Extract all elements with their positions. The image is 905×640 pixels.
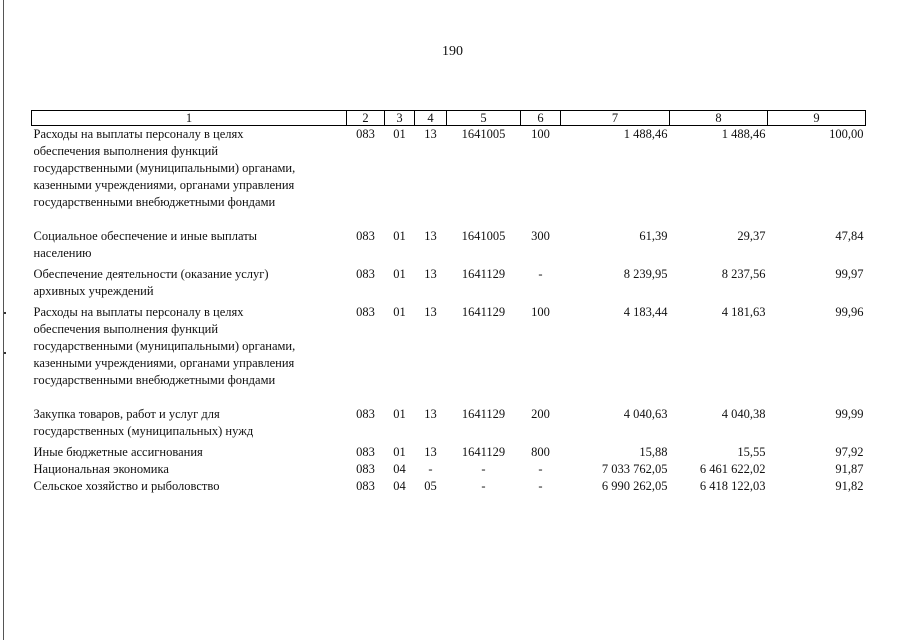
cell-planned: 4 040,63 bbox=[623, 407, 668, 421]
cell-percent: 91,82 bbox=[835, 479, 864, 493]
col-header-6: 6 bbox=[521, 111, 561, 126]
row-description bbox=[32, 478, 347, 495]
table-row bbox=[32, 266, 866, 304]
cell-planned: 8 239,95 bbox=[623, 267, 668, 281]
cell-planned: 7 033 762,05 bbox=[601, 462, 668, 476]
cell-target-item: 1641005 bbox=[461, 229, 506, 243]
cell-target-item: 1641005 bbox=[461, 127, 506, 141]
cell-ministry: 083 bbox=[356, 127, 375, 141]
cell-expense-type: - bbox=[538, 462, 543, 476]
desc-line: государственными внебюджетными фондами bbox=[33, 195, 276, 209]
col-header-5: 5 bbox=[447, 111, 521, 126]
desc-line: Расходы на выплаты персоналу в целях bbox=[33, 127, 244, 141]
cell-percent: 47,84 bbox=[835, 229, 864, 243]
desc-line: государственными внебюджетными фондами bbox=[33, 373, 276, 387]
table-row bbox=[32, 304, 866, 406]
cell-executed: 6 418 122,03 bbox=[699, 479, 766, 493]
budget-table bbox=[31, 110, 866, 495]
col-header-9: 9 bbox=[768, 111, 866, 126]
cell-target-item: - bbox=[481, 479, 486, 493]
cell-percent: 91,87 bbox=[835, 462, 864, 476]
cell-target-item: 1641129 bbox=[461, 407, 506, 421]
cell-subsection: 05 bbox=[424, 479, 437, 493]
cell-planned: 15,88 bbox=[639, 445, 668, 459]
col-header-4: 4 bbox=[415, 111, 447, 126]
table-row bbox=[32, 461, 866, 478]
cell-section: 01 bbox=[393, 127, 406, 141]
cell-ministry: 083 bbox=[356, 479, 375, 493]
table-row bbox=[32, 444, 866, 461]
cell-ministry: 083 bbox=[356, 462, 375, 476]
desc-line: обеспечения выполнения функций bbox=[33, 144, 219, 158]
desc-line: архивных учреждений bbox=[33, 284, 154, 298]
desc-line: казенными учреждениями, органами управления bbox=[33, 178, 295, 192]
cell-planned: 4 183,44 bbox=[623, 305, 668, 319]
cell-section: 01 bbox=[393, 267, 406, 281]
desc-line: Сельское хозяйство и рыболовство bbox=[33, 479, 220, 493]
margin-dot bbox=[4, 352, 6, 354]
desc-line: Закупка товаров, работ и услуг для bbox=[33, 407, 220, 421]
table-row bbox=[32, 228, 866, 266]
row-description bbox=[32, 406, 347, 444]
cell-section: 04 bbox=[393, 462, 406, 476]
cell-expense-type: - bbox=[538, 267, 543, 281]
row-description bbox=[32, 304, 347, 406]
desc-line: государственных (муниципальных) нужд bbox=[33, 424, 254, 438]
cell-expense-type: 200 bbox=[531, 407, 550, 421]
cell-target-item: - bbox=[481, 462, 486, 476]
cell-section: 04 bbox=[393, 479, 406, 493]
table-row bbox=[32, 478, 866, 495]
cell-percent: 99,96 bbox=[835, 305, 864, 319]
cell-executed: 4 040,38 bbox=[721, 407, 766, 421]
cell-subsection: 13 bbox=[424, 445, 437, 459]
cell-subsection: 13 bbox=[424, 229, 437, 243]
desc-line: Социальное обеспечение и иные выплаты bbox=[33, 229, 258, 243]
col-header-8: 8 bbox=[670, 111, 768, 126]
cell-percent: 99,97 bbox=[835, 267, 864, 281]
row-description bbox=[32, 266, 347, 304]
cell-executed: 29,37 bbox=[737, 229, 766, 243]
cell-target-item: 1641129 bbox=[461, 305, 506, 319]
cell-executed: 6 461 622,02 bbox=[699, 462, 766, 476]
cell-ministry: 083 bbox=[356, 407, 375, 421]
desc-line: Обеспечение деятельности (оказание услуг) bbox=[33, 267, 269, 281]
desc-line: обеспечения выполнения функций bbox=[33, 322, 219, 336]
col-header-7: 7 bbox=[561, 111, 670, 126]
col-header-3: 3 bbox=[385, 111, 415, 126]
cell-section: 01 bbox=[393, 305, 406, 319]
cell-section: 01 bbox=[393, 229, 406, 243]
cell-planned: 61,39 bbox=[639, 229, 668, 243]
cell-ministry: 083 bbox=[356, 267, 375, 281]
cell-executed: 15,55 bbox=[737, 445, 766, 459]
header-row bbox=[32, 111, 866, 126]
desc-line: Иные бюджетные ассигнования bbox=[33, 445, 203, 459]
cell-ministry: 083 bbox=[356, 445, 375, 459]
desc-line: государственными (муниципальными) органами, bbox=[33, 339, 296, 353]
page-number: 190 bbox=[442, 44, 463, 59]
cell-executed: 1 488,46 bbox=[721, 127, 766, 141]
cell-ministry: 083 bbox=[356, 229, 375, 243]
margin-dot bbox=[4, 312, 6, 314]
table-row bbox=[32, 406, 866, 444]
cell-planned: 1 488,46 bbox=[623, 127, 668, 141]
cell-subsection: 13 bbox=[424, 305, 437, 319]
cell-executed: 8 237,56 bbox=[721, 267, 766, 281]
cell-subsection: 13 bbox=[424, 127, 437, 141]
cell-expense-type: 100 bbox=[531, 305, 550, 319]
desc-line: населению bbox=[33, 246, 92, 260]
desc-line: Национальная экономика bbox=[33, 462, 169, 476]
margin-line bbox=[3, 0, 4, 640]
cell-subsection: - bbox=[428, 462, 433, 476]
cell-subsection: 13 bbox=[424, 407, 437, 421]
desc-line: казенными учреждениями, органами управления bbox=[33, 356, 295, 370]
col-header-1: 1 bbox=[32, 111, 347, 126]
cell-percent: 100,00 bbox=[829, 127, 864, 141]
row-description bbox=[32, 126, 347, 229]
cell-percent: 97,92 bbox=[835, 445, 864, 459]
cell-expense-type: 100 bbox=[531, 127, 550, 141]
table-row bbox=[32, 126, 866, 229]
cell-section: 01 bbox=[393, 445, 406, 459]
cell-subsection: 13 bbox=[424, 267, 437, 281]
cell-expense-type: 300 bbox=[531, 229, 550, 243]
cell-expense-type: 800 bbox=[531, 445, 550, 459]
row-description bbox=[32, 228, 347, 266]
row-description bbox=[32, 461, 347, 478]
cell-section: 01 bbox=[393, 407, 406, 421]
cell-percent: 99,99 bbox=[835, 407, 864, 421]
desc-line: Расходы на выплаты персоналу в целях bbox=[33, 305, 244, 319]
desc-line: государственными (муниципальными) органами, bbox=[33, 161, 296, 175]
cell-expense-type: - bbox=[538, 479, 543, 493]
cell-target-item: 1641129 bbox=[461, 445, 506, 459]
col-header-2: 2 bbox=[347, 111, 385, 126]
row-description bbox=[32, 444, 347, 461]
cell-planned: 6 990 262,05 bbox=[601, 479, 668, 493]
cell-target-item: 1641129 bbox=[461, 267, 506, 281]
cell-executed: 4 181,63 bbox=[721, 305, 766, 319]
cell-ministry: 083 bbox=[356, 305, 375, 319]
